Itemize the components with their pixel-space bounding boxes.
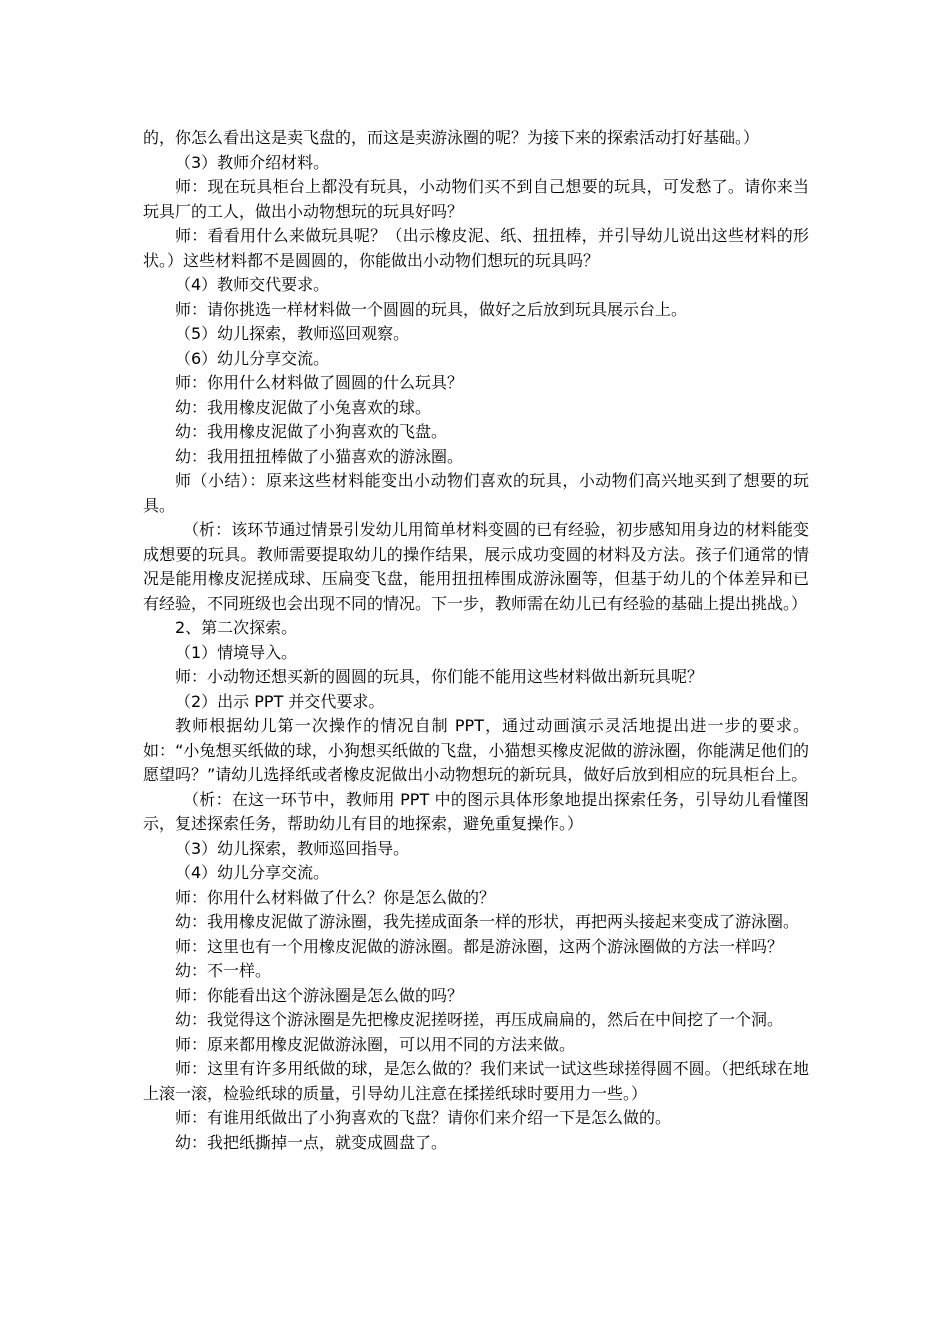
document-body bbox=[143, 126, 809, 1155]
analysis-note: （析：该环节通过情景引发幼儿用简单材料变圆的已有经验，初步感知用身边的材料能变成想要的玩具。教师需要提取幼儿的操作结果，展示成功变圆的材料及方法。孩子们通常的情况是能用橡皮泥搓成球、压扁变飞盘，能用扭扭棒围成游泳圈等，但基于幼儿的个体差异和已有经验，不同班级也会出现不同的情况。下一步，教师需在幼儿已有经验的基础上提出挑战。） bbox=[143, 520, 809, 613]
paragraph: 幼：我用橡皮泥做了小兔喜欢的球。 bbox=[175, 397, 432, 417]
paragraph: 师：看看用什么来做玩具呢？（出示橡皮泥、纸、扭扭棒，并引导幼儿说出这些材料的形状。）这些材料都不是圆圆的，你能做出小动物们想玩的玩具吗？ bbox=[143, 226, 809, 270]
paragraph: （2）出示 PPT 并交代要求。 bbox=[175, 691, 385, 711]
paragraph: （5）幼儿探索，教师巡回观察。 bbox=[175, 324, 410, 343]
paragraph: 幼：我用橡皮泥做了游泳圈，我先搓成面条一样的形状，再把两头接起来变成了游泳圈。 bbox=[175, 912, 800, 931]
paragraph: 师：请你挑选一样材料做一个圆圆的玩具，做好之后放到玩具展示台上。 bbox=[175, 299, 688, 319]
paragraph: 幼：我把纸撕掉一点，就变成圆盘了。 bbox=[175, 1132, 448, 1152]
paragraph: 幼：我觉得这个游泳圈是先把橡皮泥搓呀搓，再压成扁扁的，然后在中间挖了一个洞。 bbox=[175, 1010, 784, 1029]
paragraph: 师：你能看出这个游泳圈是怎么做的吗？ bbox=[175, 985, 464, 1005]
paragraph: 幼：不一样。 bbox=[175, 961, 272, 980]
paragraph: （1）情境导入。 bbox=[175, 642, 298, 662]
paragraph: （4）教师交代要求。 bbox=[175, 275, 330, 294]
paragraph: 师：有谁用纸做出了小狗喜欢的飞盘？请你们来介绍一下是怎么做的。 bbox=[175, 1108, 672, 1127]
paragraph: 师：这里也有一个用橡皮泥做的游泳圈。都是游泳圈，这两个游泳圈做的方法一样吗？ bbox=[175, 936, 784, 956]
paragraph: 师：你用什么材料做了圆圆的什么玩具？ bbox=[175, 373, 464, 392]
paragraph: 师：原来都用橡皮泥做游泳圈，可以用不同的方法来做。 bbox=[175, 1034, 576, 1054]
paragraph: （3）教师介绍材料。 bbox=[175, 152, 330, 172]
paragraph: 师：你用什么材料做了什么？你是怎么做的？ bbox=[175, 887, 496, 907]
paragraph: （6）幼儿分享交流。 bbox=[175, 348, 330, 368]
paragraph: 师：小动物还想买新的圆圆的玩具，你们能不能用这些材料做出新玩具呢？ bbox=[175, 667, 704, 686]
analysis-note: （析：在这一环节中，教师用 PPT 中的图示具体形象地提出探索任务，引导幼儿看懂图示，复述探索任务，帮助幼儿有目的地探索，避免重复操作。） bbox=[143, 789, 809, 833]
paragraph: 师：现在玩具柜台上都没有玩具，小动物们买不到自己想要的玩具，可发愁了。请你来当玩具厂的工人，做出小动物想玩的玩具好吗？ bbox=[143, 177, 809, 221]
paragraph: 师：这里有许多用纸做的球，是怎么做的？我们来试一试这些球搓得圆不圆。（把纸球在地上滚一滚，检验纸球的质量，引导幼儿注意在揉搓纸球时要用力一些。） bbox=[143, 1059, 809, 1103]
paragraph: （4）幼儿分享交流。 bbox=[175, 863, 330, 882]
paragraph: 的，你怎么看出这是卖飞盘的，而这是卖游泳圈的呢？为接下来的探索活动打好基础。） bbox=[143, 128, 760, 147]
paragraph: （3）幼儿探索，教师巡回指导。 bbox=[175, 838, 410, 858]
paragraph: 幼：我用橡皮泥做了小狗喜欢的飞盘。 bbox=[175, 422, 448, 441]
section-heading: 2、第二次探索。 bbox=[175, 618, 298, 637]
paragraph: 幼：我用扭扭棒做了小猫喜欢的游泳圈。 bbox=[175, 446, 464, 466]
paragraph: 师（小结）：原来这些材料能变出小动物们喜欢的玩具，小动物们高兴地买到了想要的玩具。 bbox=[143, 471, 809, 515]
paragraph: 教师根据幼儿第一次操作的情况自制 PPT，通过动画演示灵活地提出进一步的要求。如：“小兔想买纸做的球，小狗想买纸做的飞盘，小猫想买橡皮泥做的游泳圈，你能满足他们的愿望吗？”请幼儿选择纸或者橡皮泥做出小动物想玩的新玩具，做好后放到相应的玩具柜台上。 bbox=[143, 716, 809, 784]
